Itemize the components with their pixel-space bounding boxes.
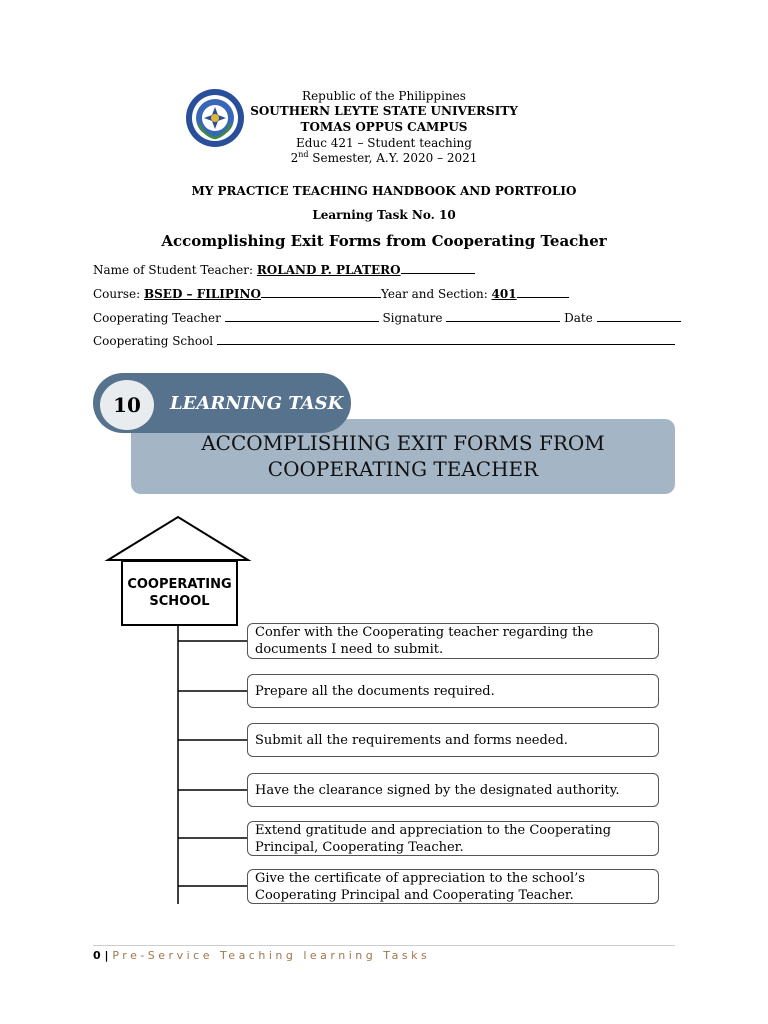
course-value: BSED – FILIPINO [144, 287, 261, 301]
school-box-line2: SCHOOL [149, 594, 210, 609]
page-number: 0 [93, 949, 101, 962]
signature-label: Signature [378, 311, 447, 325]
cooperating-school-box [121, 560, 238, 626]
step-box: Extend gratitude and appreciation to the Cooperating Principal, Cooperating Teacher. [247, 821, 659, 856]
course-code: Educ 421 – Student teaching [296, 136, 472, 150]
footer-rule [93, 945, 675, 946]
student-name-value: ROLAND P. PLATERO [256, 263, 401, 277]
banner-title-line1: ACCOMPLISHING EXIT FORMS FROM [201, 431, 605, 455]
handbook-title: MY PRACTICE TEACHING HANDBOOK AND PORTFOLIO [191, 184, 577, 198]
task-number-label: Learning Task No. 10 [312, 208, 456, 222]
school-box-line1: COOPERATING [127, 577, 232, 592]
year-section-label: Year and Section: [380, 287, 492, 301]
year-section-value: 401 [491, 287, 517, 301]
roof-icon [108, 517, 248, 560]
step-box: Give the certificate of appreciation to the school’s Cooperating Principal and Cooperating Teacher. [247, 869, 659, 904]
learning-task-label: LEARNING TASK [170, 393, 344, 414]
date-label: Date [560, 311, 597, 325]
page-footer [93, 949, 430, 962]
coop-school-label: Cooperating School [93, 334, 217, 348]
footer-text: Pre-Service Teaching learning Tasks [112, 949, 431, 962]
semester-rest: Semester, A.Y. 2020 – 2021 [308, 151, 478, 165]
semester-suffix: nd [298, 150, 309, 159]
course-label: Course: [93, 287, 144, 301]
footer-separator: | [100, 949, 113, 962]
step-box: Prepare all the documents required. [247, 674, 659, 708]
step-box: Submit all the requirements and forms needed. [247, 723, 659, 757]
student-name-label: Name of Student Teacher: [93, 263, 257, 277]
campus-name: TOMAS OPPUS CAMPUS [300, 120, 468, 134]
republic-line: Republic of the Philippines [302, 89, 466, 103]
coop-teacher-label: Cooperating Teacher [93, 311, 225, 325]
semester-number: 2 [290, 151, 299, 165]
form-title: Accomplishing Exit Forms from Cooperating Teacher [161, 232, 607, 250]
step-box: Have the clearance signed by the designated authority. [247, 773, 659, 807]
university-name: SOUTHERN LEYTE STATE UNIVERSITY [250, 104, 518, 118]
task-number-badge: 10 [100, 380, 154, 430]
step-box: Confer with the Cooperating teacher regarding the documents I need to submit. [247, 623, 659, 659]
banner-title-line2: COOPERATING TEACHER [267, 457, 539, 481]
